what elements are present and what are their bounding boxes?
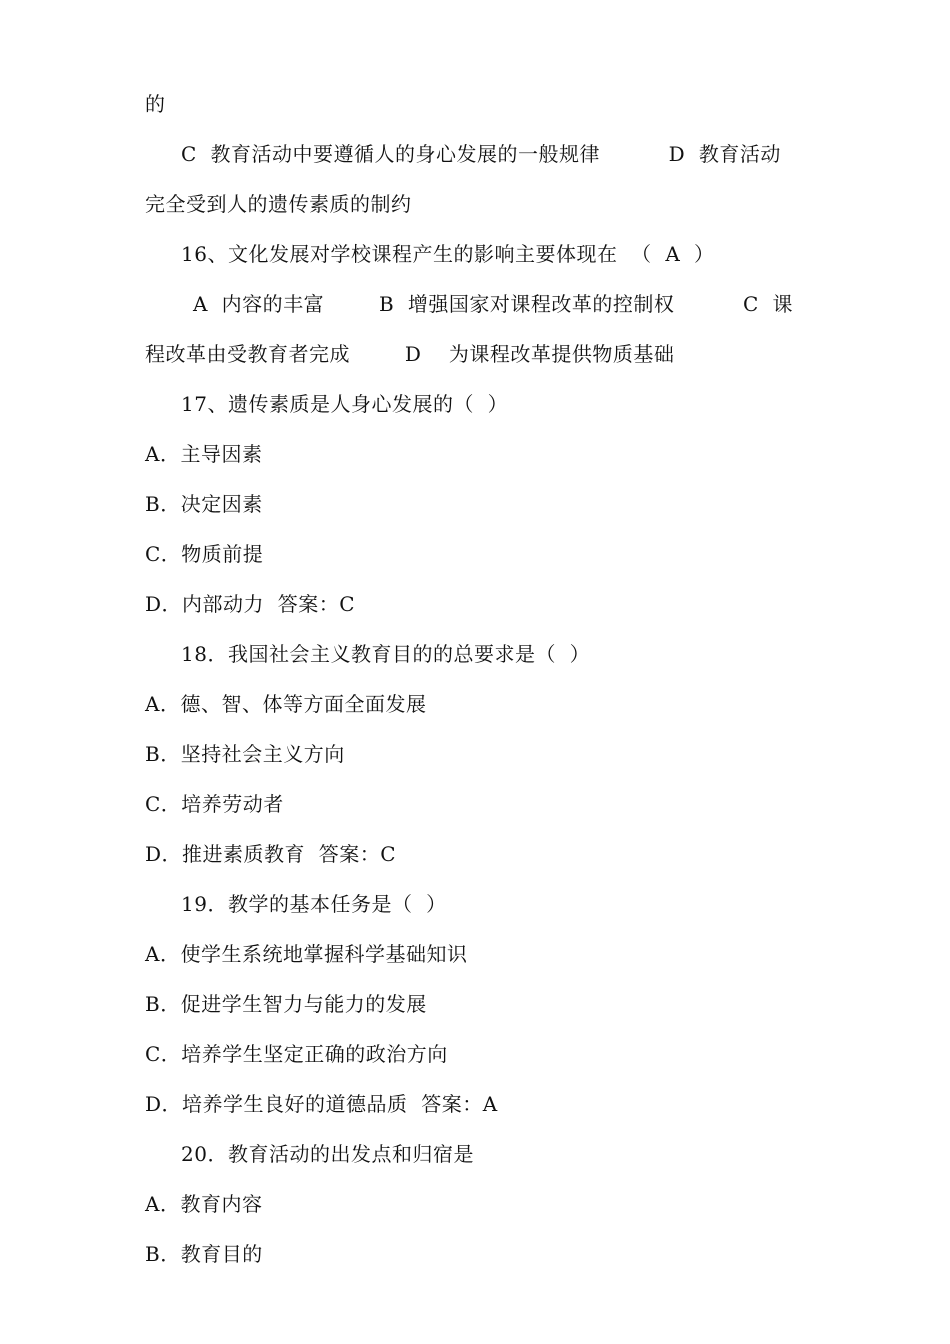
question-18-option-c: C．培养劳动者	[145, 792, 284, 816]
question-17-option-d-answer: D．内部动力 答案：C	[145, 592, 356, 616]
question-17-option-c: C．物质前提	[145, 542, 264, 566]
question-16-options-abc: A 内容的丰富 B 增强国家对课程改革的控制权 C 课	[193, 292, 794, 316]
question-17-option-b: B．决定因素	[145, 492, 263, 516]
question-19-option-a: A．使学生系统地掌握科学基础知识	[145, 942, 468, 966]
text-line-option-d-continuation: 完全受到人的遗传素质的制约	[145, 192, 412, 216]
question-20: 20．教育活动的出发点和归宿是	[181, 1142, 474, 1166]
question-19-option-c: C．培养学生坚定正确的政治方向	[145, 1042, 448, 1066]
text-line-continuation: 的	[145, 92, 166, 116]
question-18-option-a: A．德、智、体等方面全面发展	[145, 692, 427, 716]
question-18: 18．我国社会主义教育目的的总要求是（ ）	[181, 642, 591, 666]
question-20-option-a: A．教育内容	[145, 1192, 263, 1216]
question-17: 17、遗传素质是人身心发展的（ ）	[181, 392, 509, 416]
question-16: 16、文化发展对学校课程产生的影响主要体现在 （ A ）	[181, 242, 715, 266]
text-line-options-cd: C 教育活动中要遵循人的身心发展的一般规律 D 教育活动	[181, 142, 781, 166]
question-17-option-a: A．主导因素	[145, 442, 263, 466]
question-19: 19．教学的基本任务是（ ）	[181, 892, 447, 916]
question-19-option-d-answer: D．培养学生良好的道德品质 答案：A	[145, 1092, 498, 1116]
question-20-option-b: B．教育目的	[145, 1242, 263, 1266]
question-18-option-b: B．坚持社会主义方向	[145, 742, 345, 766]
question-16-options-continuation: 程改革由受教育者完成 D 为课程改革提供物质基础	[145, 342, 675, 366]
question-19-option-b: B．促进学生智力与能力的发展	[145, 992, 427, 1016]
question-18-option-d-answer: D．推进素质教育 答案：C	[145, 842, 397, 866]
